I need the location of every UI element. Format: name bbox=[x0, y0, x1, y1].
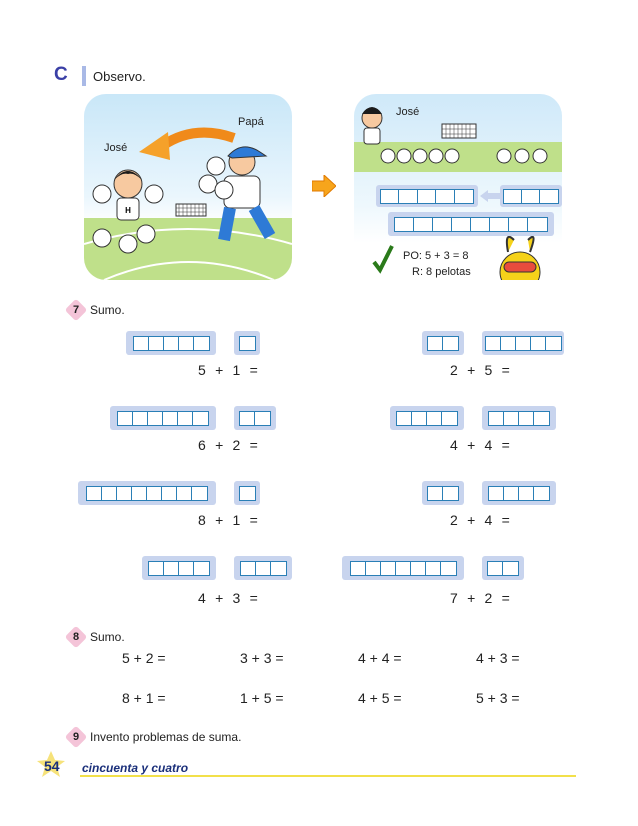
ex8-r2-c2: 1 + 5 = bbox=[240, 690, 284, 706]
ex7-item8-box-a bbox=[342, 556, 464, 580]
svg-text:H: H bbox=[125, 206, 131, 215]
ex7-item3-expression: 6 + 2 = bbox=[198, 437, 259, 453]
ex7-item7-box-b bbox=[234, 556, 292, 580]
ex7-item6-box-a bbox=[422, 481, 464, 505]
po-text: PO: 5 + 3 = 8 bbox=[403, 250, 469, 262]
section-title: Observo. bbox=[93, 69, 146, 84]
ex7-item2-box-b bbox=[482, 331, 564, 355]
section-letter: C bbox=[54, 64, 68, 85]
ex8-r1-c4: 4 + 3 = bbox=[476, 650, 520, 666]
exercise-9-title: Invento problemas de suma. bbox=[90, 730, 242, 744]
ex7-item5-expression: 8 + 1 = bbox=[198, 512, 259, 528]
jose-label: José bbox=[104, 142, 128, 154]
answer-text: R: 8 pelotas bbox=[412, 266, 471, 278]
ex7-item8-box-b bbox=[482, 556, 524, 580]
ex7-item4-box-a bbox=[390, 406, 464, 430]
ex7-item2-expression: 2 + 5 = bbox=[450, 362, 511, 378]
exercise-7-title: Sumo. bbox=[90, 303, 125, 317]
ex7-item8-expression: 7 + 2 = bbox=[450, 590, 511, 606]
counter-box-5 bbox=[376, 185, 478, 207]
footer-rule bbox=[80, 775, 576, 777]
ex8-r2-c3: 4 + 5 = bbox=[358, 690, 402, 706]
page-number-words: cincuenta y cuatro bbox=[82, 761, 189, 775]
ex7-item2-box-a bbox=[422, 331, 464, 355]
ex7-item6-expression: 2 + 4 = bbox=[450, 512, 511, 528]
ex8-r2-c4: 5 + 3 = bbox=[476, 690, 520, 706]
exercise-8-badge: 8 bbox=[66, 628, 86, 646]
section-divider bbox=[82, 66, 86, 86]
ex8-r1-c3: 4 + 4 = bbox=[358, 650, 402, 666]
ex7-item3-box-a bbox=[110, 406, 216, 430]
ex8-r1-c2: 3 + 3 = bbox=[240, 650, 284, 666]
ex7-item5-box-b bbox=[234, 481, 260, 505]
ex7-item6-box-b bbox=[482, 481, 556, 505]
exercise-9-badge: 9 bbox=[66, 728, 86, 746]
page-number: 54 bbox=[44, 758, 60, 774]
ex7-item1-box-a bbox=[126, 331, 216, 355]
counter-box-8 bbox=[388, 212, 554, 236]
exercise-8-title: Sumo. bbox=[90, 630, 125, 644]
ex8-r2-c1: 8 + 1 = bbox=[122, 690, 166, 706]
ex7-item3-box-b bbox=[234, 406, 276, 430]
ex7-item5-box-a bbox=[78, 481, 216, 505]
papa-label: Papá bbox=[238, 116, 264, 128]
ex7-item4-box-b bbox=[482, 406, 556, 430]
ex7-item4-expression: 4 + 4 = bbox=[450, 437, 511, 453]
counter-box-3 bbox=[500, 185, 562, 207]
ex7-item1-box-b bbox=[234, 331, 260, 355]
jose-label-2: José bbox=[396, 106, 420, 118]
ex7-item7-expression: 4 + 3 = bbox=[198, 590, 259, 606]
right-arrow-icon bbox=[312, 175, 336, 197]
ex7-item1-expression: 5 + 1 = bbox=[198, 362, 259, 378]
scene-papa-jose bbox=[84, 94, 292, 280]
ex7-item7-box-a bbox=[142, 556, 216, 580]
left-arrow-icon bbox=[480, 190, 500, 202]
ex8-r1-c1: 5 + 2 = bbox=[122, 650, 166, 666]
exercise-7-badge: 7 bbox=[66, 301, 86, 319]
